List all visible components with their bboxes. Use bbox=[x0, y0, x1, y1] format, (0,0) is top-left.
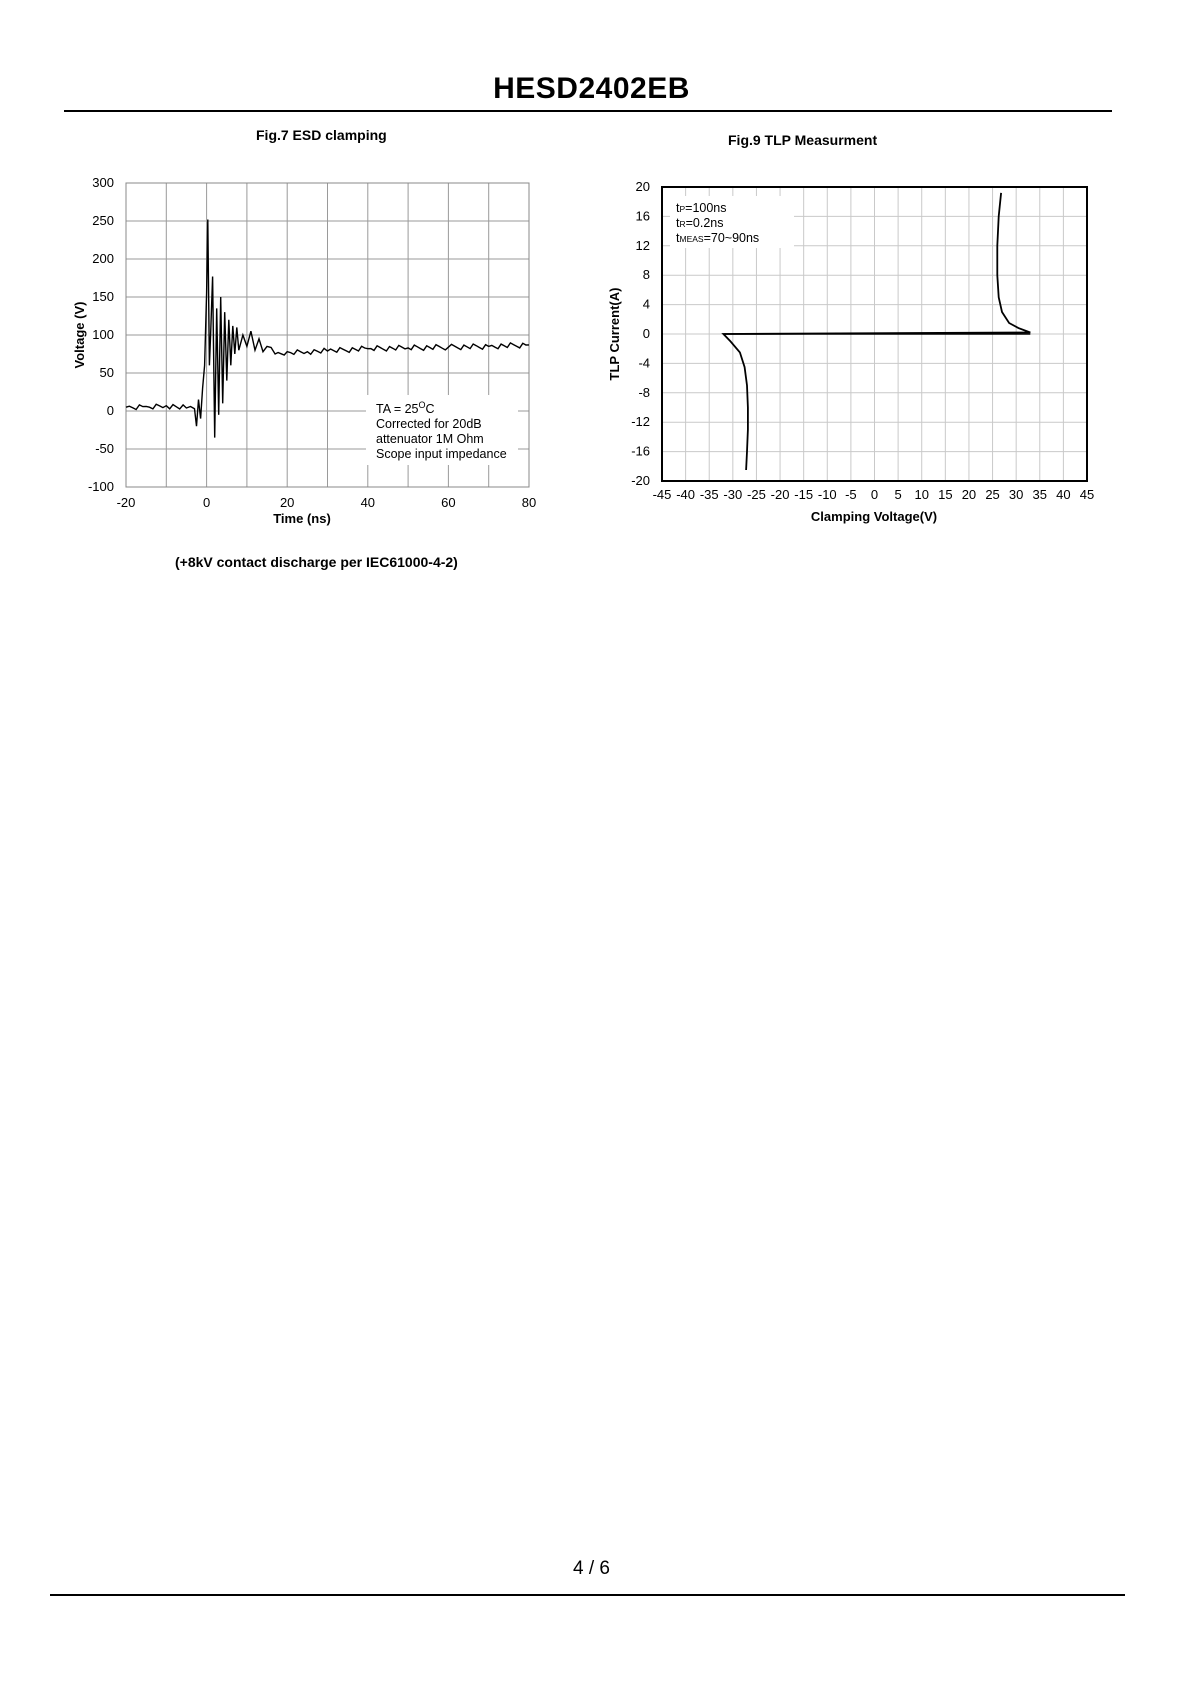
f7-ytick-label: 0 bbox=[106, 403, 114, 418]
fig9-ylabel: TLP Current(A) bbox=[607, 287, 622, 381]
fig7-note-line-4: Scope input impedance bbox=[376, 447, 507, 461]
f9-xtick-label: 5 bbox=[894, 487, 902, 502]
fig7-note-unit: C bbox=[425, 402, 435, 416]
fig9-title: Fig.9 TLP Measurment bbox=[728, 132, 878, 148]
fig9-note-tr: tR=0.2ns bbox=[676, 216, 724, 230]
f9-xtick-label: -10 bbox=[817, 487, 837, 502]
f9-xtick-label: -5 bbox=[845, 487, 857, 502]
f9-ytick-label: 4 bbox=[642, 296, 650, 312]
f7-xtick-label: 80 bbox=[521, 495, 537, 510]
f7-xtick-label: 60 bbox=[441, 495, 456, 510]
document-title: HESD2402EB bbox=[493, 72, 690, 105]
f9-ytick-label: 16 bbox=[635, 208, 650, 224]
page-number: 4 / 6 bbox=[573, 1558, 610, 1579]
fig7-chart bbox=[72, 175, 536, 526]
f9-ytick-label: -4 bbox=[638, 355, 650, 371]
fig7-note-degree: O bbox=[418, 400, 426, 410]
footer-rule bbox=[50, 1594, 1125, 1596]
f9-xtick-label: 30 bbox=[1008, 487, 1024, 502]
f9-xtick-label: 10 bbox=[914, 487, 929, 502]
f9-ytick-label: 20 bbox=[635, 179, 650, 194]
f7-ytick-label: 200 bbox=[92, 251, 114, 266]
f9-xtick-label: -30 bbox=[723, 487, 743, 502]
fig7-note-line-3: attenuator 1M Ohm bbox=[376, 432, 484, 446]
f7-ytick-label: 50 bbox=[99, 365, 114, 380]
fig7-note-line-1: TA = $25^OC$ bbox=[376, 400, 435, 416]
f7-xtick-label: 40 bbox=[360, 495, 376, 510]
f9-ytick-label: 0 bbox=[642, 326, 650, 341]
fig7-title: Fig.7 ESD clamping bbox=[256, 127, 387, 143]
f7-ytick-label: -100 bbox=[87, 479, 114, 494]
fig9-chart bbox=[607, 179, 1094, 524]
f9-ytick-label: -8 bbox=[638, 384, 650, 400]
f7-xtick-label: -20 bbox=[116, 495, 136, 510]
f9-xtick-label: -15 bbox=[794, 487, 814, 502]
f7-ytick-label: -50 bbox=[95, 441, 114, 456]
fig7-note-line-2: Corrected for 20dB bbox=[376, 417, 482, 431]
fig7-xlabel: Time (ns) bbox=[273, 511, 331, 526]
f7-ytick-label: 300 bbox=[92, 175, 114, 190]
f9-xtick-label: 40 bbox=[1056, 487, 1071, 502]
fig7-ylabel: Voltage (V) bbox=[72, 301, 87, 369]
f9-xtick-label: -40 bbox=[676, 487, 696, 502]
f9-ytick-label: -20 bbox=[631, 473, 650, 488]
f9-xtick-label: 45 bbox=[1079, 487, 1095, 502]
f9-ytick-label: 12 bbox=[635, 237, 650, 253]
f9-xtick-label: 15 bbox=[938, 487, 953, 502]
f9-xtick-label: 25 bbox=[985, 487, 1000, 502]
f7-ytick-label: 250 bbox=[92, 213, 114, 228]
f7-ytick-label: 100 bbox=[92, 327, 114, 342]
f7-xtick-label: 0 bbox=[202, 495, 211, 510]
f9-xtick-label: -35 bbox=[699, 487, 719, 502]
f9-xtick-label: -45 bbox=[652, 487, 672, 502]
f9-xtick-label: 0 bbox=[870, 487, 879, 502]
f9-xtick-label: -25 bbox=[747, 487, 766, 502]
f9-ytick-label: -12 bbox=[631, 414, 650, 430]
f9-ytick-label: 8 bbox=[642, 267, 650, 283]
f9-ytick-label: -16 bbox=[631, 443, 650, 459]
fig9-note-tp: tP=100ns bbox=[676, 201, 727, 215]
fig7-caption: (+8kV contact discharge per IEC61000-4-2) bbox=[175, 554, 458, 570]
f9-xtick-label: 20 bbox=[961, 487, 977, 502]
f7-ytick-label: 150 bbox=[92, 289, 114, 304]
f9-xtick-label: -20 bbox=[770, 487, 790, 502]
f7-xtick-label: 20 bbox=[279, 495, 295, 510]
fig9-xlabel: Clamping Voltage(V) bbox=[810, 509, 938, 524]
fig9-note-tmeas: tMEAS=70~90ns bbox=[676, 231, 760, 245]
f9-xtick-label: 35 bbox=[1032, 487, 1048, 502]
